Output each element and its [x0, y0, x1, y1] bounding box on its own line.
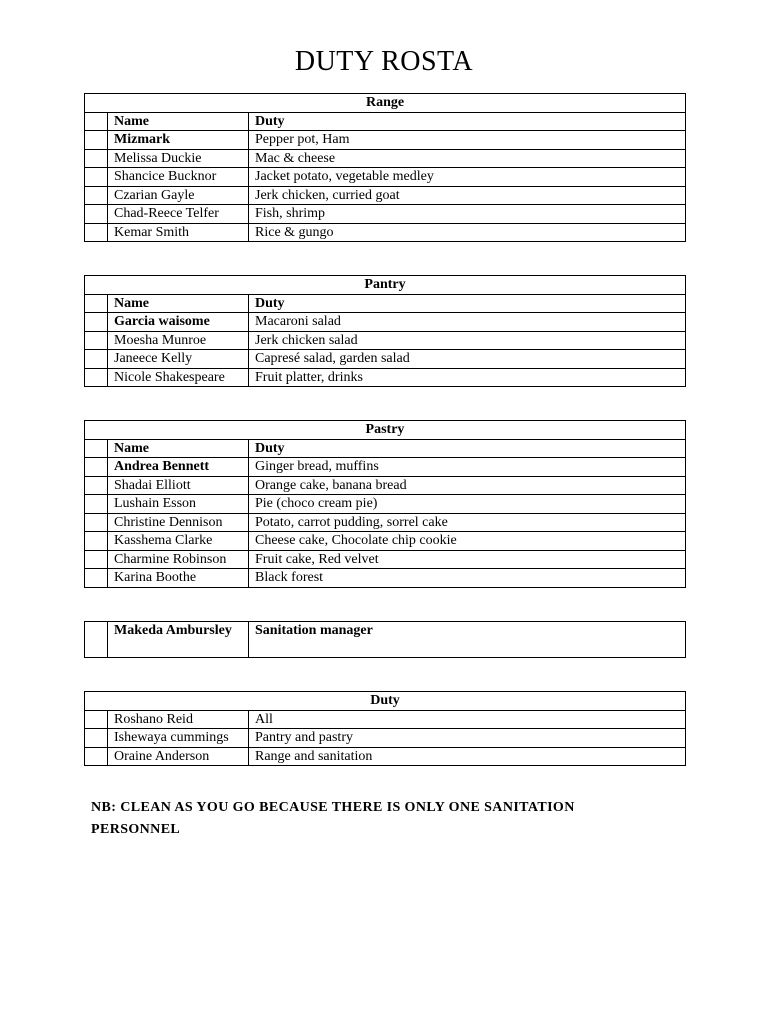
duty-cell: Jerk chicken salad	[249, 331, 686, 350]
name-cell: Ishewaya cummings	[108, 729, 249, 748]
duty-cell: Macaroni salad	[249, 313, 686, 332]
section-header: Duty	[85, 692, 686, 711]
blank-cell	[85, 550, 108, 569]
table-header-row	[85, 692, 686, 711]
duty-cell: Fruit platter, drinks	[249, 368, 686, 387]
duty-cell: Sanitation manager	[249, 622, 686, 658]
blank-cell	[85, 569, 108, 588]
blank-cell	[85, 112, 108, 131]
blank-cell	[85, 313, 108, 332]
duty-cell: Pie (choco cream pie)	[249, 495, 686, 514]
blank-cell	[85, 710, 108, 729]
column-header-row	[85, 294, 686, 313]
table-row	[85, 513, 686, 532]
name-cell: Janeece Kelly	[108, 350, 249, 369]
page-title: DUTY ROSTA	[294, 46, 474, 77]
name-cell: Christine Dennison	[108, 513, 249, 532]
blank-cell	[85, 131, 108, 150]
table-row	[85, 495, 686, 514]
column-header-name: Name	[108, 294, 249, 313]
column-header-duty: Duty	[249, 439, 686, 458]
duty-cell: Fruit cake, Red velvet	[249, 550, 686, 569]
pastry-table	[84, 420, 686, 588]
blank-cell	[85, 350, 108, 369]
name-cell: Kemar Smith	[108, 223, 249, 242]
column-header-name: Name	[108, 112, 249, 131]
cleaning-note: NB: CLEAN AS YOU GO BECAUSE THERE IS ONLY ONE SANITATION PERSONNEL	[91, 800, 575, 837]
table-row	[85, 149, 686, 168]
name-cell: Makeda Ambursley	[108, 622, 249, 658]
sanitation-table	[84, 621, 686, 658]
name-cell: Mizmark	[108, 131, 249, 150]
duty-cell: Pepper pot, Ham	[249, 131, 686, 150]
blank-cell	[85, 186, 108, 205]
duty-cell: Fish, shrimp	[249, 205, 686, 224]
name-cell: Andrea Bennett	[108, 458, 249, 477]
table-row	[85, 223, 686, 242]
name-cell: Shadai Elliott	[108, 476, 249, 495]
name-cell: Nicole Shakespeare	[108, 368, 249, 387]
name-cell: Charmine Robinson	[108, 550, 249, 569]
blank-cell	[85, 513, 108, 532]
name-cell: Lushain Esson	[108, 495, 249, 514]
duty-cell: All	[249, 710, 686, 729]
name-cell: Kasshema Clarke	[108, 532, 249, 551]
duty-cell: Potato, carrot pudding, sorrel cake	[249, 513, 686, 532]
duty-cell: Pantry and pastry	[249, 729, 686, 748]
table-row	[85, 368, 686, 387]
duty-cell: Mac & cheese	[249, 149, 686, 168]
column-header-row	[85, 439, 686, 458]
blank-cell	[85, 495, 108, 514]
duty-cell: Range and sanitation	[249, 747, 686, 766]
column-header-duty: Duty	[249, 112, 686, 131]
name-cell: Melissa Duckie	[108, 149, 249, 168]
blank-cell	[85, 532, 108, 551]
blank-cell	[85, 205, 108, 224]
table-row	[85, 458, 686, 477]
range-table	[84, 93, 686, 242]
table-row	[85, 350, 686, 369]
duty-cell: Jerk chicken, curried goat	[249, 186, 686, 205]
duty-cell: Jacket potato, vegetable medley	[249, 168, 686, 187]
blank-cell	[85, 476, 108, 495]
table-row	[85, 168, 686, 187]
name-cell: Oraine Anderson	[108, 747, 249, 766]
section-header: Pantry	[85, 276, 686, 295]
blank-cell	[85, 622, 108, 658]
duty-cell: Capresé salad, garden salad	[249, 350, 686, 369]
name-cell: Garcia waisome	[108, 313, 249, 332]
section-header: Range	[85, 94, 686, 113]
duty-table	[84, 691, 686, 766]
duty-cell: Black forest	[249, 569, 686, 588]
table-row	[85, 710, 686, 729]
table-header-row	[85, 94, 686, 113]
table-row	[85, 569, 686, 588]
table-header-row	[85, 421, 686, 440]
blank-cell	[85, 439, 108, 458]
blank-cell	[85, 223, 108, 242]
duty-cell: Ginger bread, muffins	[249, 458, 686, 477]
column-header-duty: Duty	[249, 294, 686, 313]
name-cell: Chad-Reece Telfer	[108, 205, 249, 224]
blank-cell	[85, 331, 108, 350]
column-header-name: Name	[108, 439, 249, 458]
duty-cell: Cheese cake, Chocolate chip cookie	[249, 532, 686, 551]
table-row	[85, 313, 686, 332]
name-cell: Czarian Gayle	[108, 186, 249, 205]
table-row	[85, 532, 686, 551]
name-cell: Shancice Bucknor	[108, 168, 249, 187]
table-row	[85, 476, 686, 495]
table-row	[85, 622, 686, 658]
column-header-row	[85, 112, 686, 131]
blank-cell	[85, 368, 108, 387]
name-cell: Karina Boothe	[108, 569, 249, 588]
blank-cell	[85, 168, 108, 187]
table-row	[85, 186, 686, 205]
section-header: Pastry	[85, 421, 686, 440]
table-row	[85, 331, 686, 350]
table-row	[85, 131, 686, 150]
table-row	[85, 747, 686, 766]
table-row	[85, 205, 686, 224]
blank-cell	[85, 294, 108, 313]
duty-cell: Rice & gungo	[249, 223, 686, 242]
pantry-table	[84, 275, 686, 387]
name-cell: Roshano Reid	[108, 710, 249, 729]
blank-cell	[85, 747, 108, 766]
table-header-row	[85, 276, 686, 295]
table-row	[85, 550, 686, 569]
blank-cell	[85, 149, 108, 168]
table-row	[85, 729, 686, 748]
duty-cell: Orange cake, banana bread	[249, 476, 686, 495]
blank-cell	[85, 729, 108, 748]
name-cell: Moesha Munroe	[108, 331, 249, 350]
blank-cell	[85, 458, 108, 477]
